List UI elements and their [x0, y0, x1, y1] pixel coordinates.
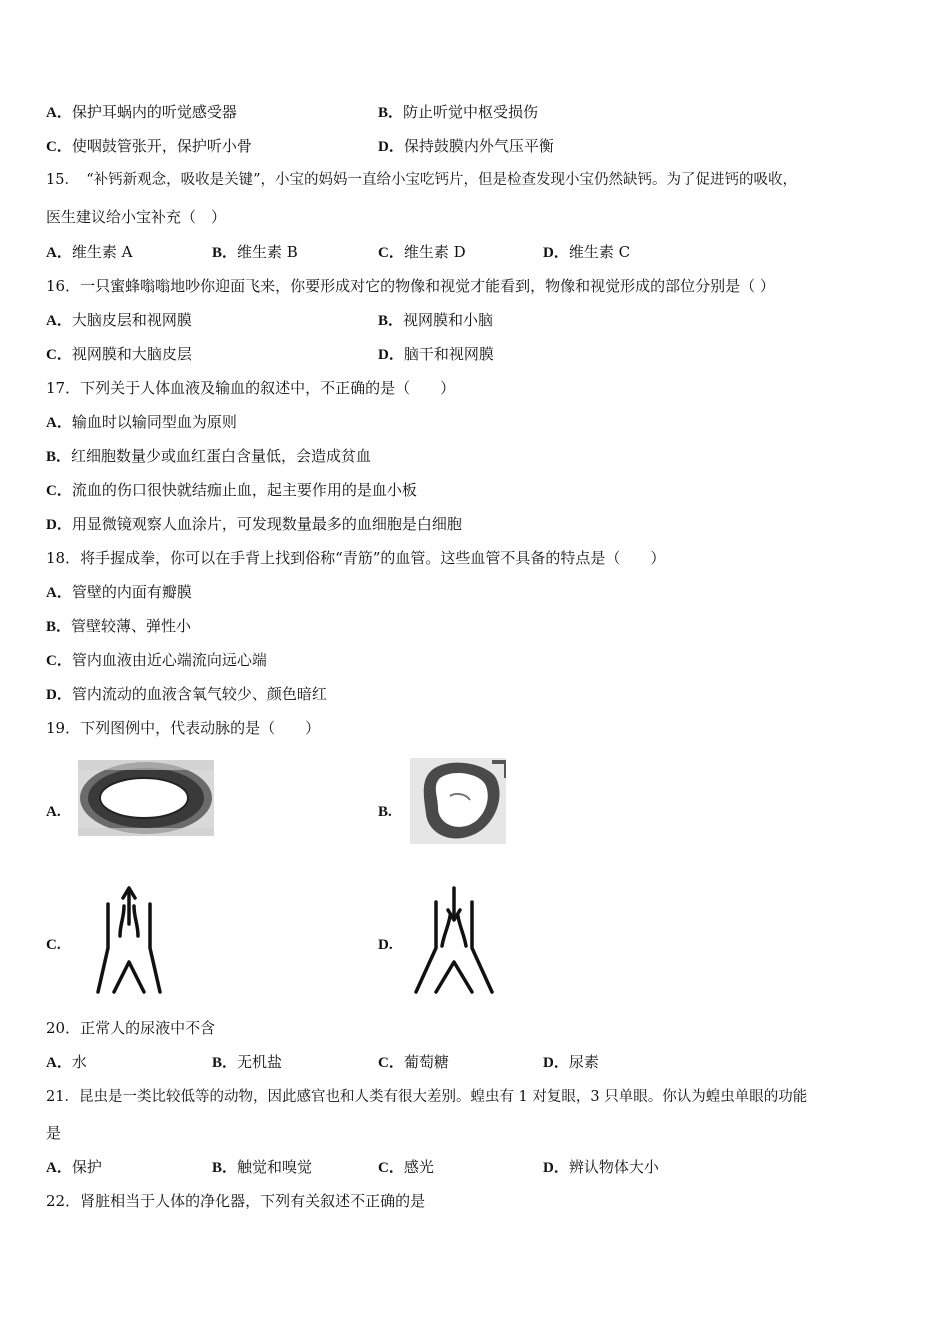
q17-option-b: B．红细胞数量少或血红蛋白含量低，会造成贫血	[46, 447, 372, 465]
q20-option-a: A．水	[46, 1053, 87, 1071]
q20-option-d: D．尿素	[543, 1053, 599, 1071]
q21-option-d: D．辨认物体大小	[543, 1158, 659, 1176]
q15-option-b: B．维生素 B	[212, 243, 298, 261]
vessel-diagram-converging-icon	[410, 884, 498, 996]
q16-option-a: A．大脑皮层和视网膜	[46, 311, 192, 329]
q21-option-c: C．感光	[378, 1158, 434, 1176]
vein-cross-section-image	[410, 758, 506, 844]
q15-stem-line1: 15． “补钙新观念，吸收是关键”，小宝的妈妈一直给小宝吃钙片，但是检查发现小宝仍然缺钙。为了促进钙的吸收，	[46, 172, 798, 188]
q21-option-b: B．触觉和嗅觉	[212, 1158, 313, 1176]
q19-stem: 19．下列图例中，代表动脉的是（ ）	[46, 719, 321, 737]
q14-option-b: B．防止听觉中枢受损伤	[378, 103, 539, 121]
q16-stem: 16．一只蜜蜂嗡嗡地吵你迎面飞来，你要形成对它的物像和视觉才能看到，物像和视觉形成的部位分别是（ ）	[46, 277, 775, 295]
q14-option-a: A．保护耳蜗内的听觉感受器	[46, 103, 237, 121]
q20-option-b: B．无机盐	[212, 1053, 283, 1071]
q21-stem-line1: 21．昆虫是一类比较低等的动物，因此感官也和人类有很大差别。蝗虫有 1 对复眼，3 只单眼。你认为蝗虫单眼的功能	[46, 1089, 808, 1105]
q18-stem: 18．将手握成拳，你可以在手背上找到俗称“青筋”的血管。这些血管不具备的特点是（ ）	[46, 549, 666, 567]
q21-stem-line2: 是	[46, 1124, 62, 1142]
q19-option-a-label: A.	[46, 804, 61, 820]
vessel-diagram-diverging-icon	[94, 884, 164, 996]
q19-option-d-label: D.	[378, 937, 393, 953]
q18-option-a: A．管壁的内面有瓣膜	[46, 583, 192, 601]
q17-option-c: C．流血的伤口很快就结痂止血，起主要作用的是血小板	[46, 481, 417, 499]
q16-option-b: B．视网膜和小脑	[378, 311, 494, 329]
q16-option-d: D．脑干和视网膜	[378, 345, 494, 363]
q14-option-c: C．使咽鼓管张开，保护听小骨	[46, 137, 252, 155]
q19-option-c-label: C.	[46, 937, 61, 953]
q20-option-c: C．葡萄糖	[378, 1053, 449, 1071]
q18-option-d: D．管内流动的血液含氧气较少、颜色暗红	[46, 685, 327, 703]
q18-option-c: C．管内血液由近心端流向远心端	[46, 651, 267, 669]
q20-stem: 20．正常人的尿液中不含	[46, 1019, 216, 1037]
q15-option-d: D．维生素 C	[543, 243, 631, 261]
q15-option-a: A．维生素 A	[46, 243, 133, 261]
q22-stem: 22．肾脏相当于人体的净化器，下列有关叙述不正确的是	[46, 1192, 426, 1210]
q17-stem: 17．下列关于人体血液及输血的叙述中，不正确的是（ ）	[46, 379, 456, 397]
q15-stem-line2: 医生建议给小宝补充（ ）	[46, 208, 227, 226]
q14-option-d: D．保持鼓膜内外气压平衡	[378, 137, 554, 155]
q21-option-a: A．保护	[46, 1158, 102, 1176]
artery-cross-section-image	[78, 760, 214, 836]
q17-option-d: D．用显微镜观察人血涂片，可发现数量最多的血细胞是白细胞	[46, 515, 462, 533]
q16-option-c: C．视网膜和大脑皮层	[46, 345, 192, 363]
q19-option-b-label: B.	[378, 804, 392, 820]
q15-option-c: C．维生素 D	[378, 243, 466, 261]
q18-option-b: B．管壁较薄、弹性小	[46, 617, 192, 635]
q17-option-a: A．输血时以输同型血为原则	[46, 413, 237, 431]
